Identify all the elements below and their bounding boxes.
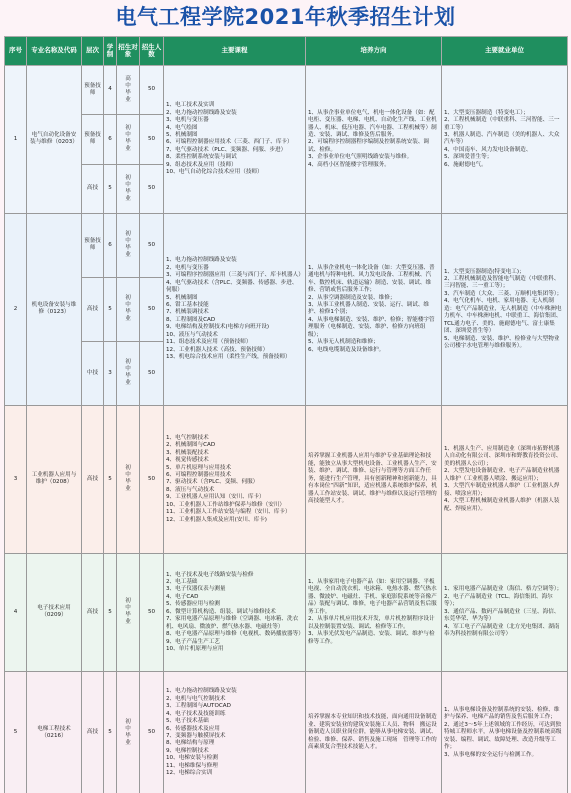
list-item: 2、工程机械制造（中联重科、三河智能、三一重工等） xyxy=(444,117,560,131)
level-cell: 预备技师 xyxy=(82,213,104,277)
list-item: 培养掌握本专业知识和技术技能，面向通用设备制造业、建筑安装业的建筑安装施工人员、物料 搬运设备制造人员职业岗位群，能够从事电梯安装、调试、检验、维修、保养、销售及施工现场 管理等工作的高素质复合型技术技能人才。 xyxy=(308,714,437,751)
directions-cell xyxy=(306,66,442,214)
courses-cell-list xyxy=(166,572,303,654)
target-cell xyxy=(117,277,140,341)
table-row xyxy=(5,405,568,553)
target-cell xyxy=(117,115,140,164)
major-name: 机电设备安装与维修（0123） xyxy=(27,213,82,405)
header-courses: 主要课程 xyxy=(164,37,306,66)
list-item: 1、从事企事业单位电气、机电一体化设备（如：配电柜、变压器、电梯、电机、自动化生产线、工业机器人、机床、低压电器、汽车电器、工程机械等）制造、安装、调试、维修及售后服务。 xyxy=(308,109,437,139)
courses-cell xyxy=(164,66,306,214)
list-item: 2、从事单片机应用技术开发，单片机控制程序设计以及控制装置安装、调试、检修等工作。 xyxy=(308,616,435,630)
employers-cell xyxy=(442,66,568,214)
list-item: 8、电子电器产品原理与维修（电视机、数码播放器等） xyxy=(166,631,304,638)
row-number: 3 xyxy=(5,405,27,553)
list-item: 4、电气化机车、电机、家用电器、无人机制造：电气产品制造业，无人机制造（中车株洲电力机车、中车株洲电机、中联重工、海信集团、TCL通力电子、美的、施耐德电气、富士康集团、深圳爱普生等） xyxy=(444,298,562,335)
list-item: 6、施耐德电气。 xyxy=(444,161,487,168)
list-item: 4、高档小区智能楼宇管理服务。 xyxy=(308,161,390,168)
list-item: 3、机器人制造、汽车制造（美的机器人、大众汽车等） xyxy=(444,132,560,146)
list-item: 7、电气驱动技术（PLC、变频器、伺服、步进） xyxy=(166,146,287,153)
years-cell: 5 xyxy=(104,671,117,793)
major-name: 电气自动化设备安装与维修（0203） xyxy=(27,66,82,214)
target-cell xyxy=(117,164,140,213)
list-item: 6、电线电缆制造及设备维护。 xyxy=(308,346,385,353)
list-item: 12、工业机器人集成及应用(安川、库卡) xyxy=(166,516,267,523)
years-cell: 5 xyxy=(104,164,117,213)
list-item: 8、柔性控制系统安装与调试 xyxy=(166,154,237,161)
list-item: 10、工业机器人工作站维护保养与维修（安川） xyxy=(166,501,285,508)
courses-cell xyxy=(164,213,306,405)
list-item: 1、电力拖动控制线路及安装 xyxy=(166,688,237,695)
list-item: 10、单片机原理与应用 xyxy=(166,645,224,652)
list-item: 3、可编程序控制器应用（三菱与西门子、库卡机器人） xyxy=(166,272,304,279)
employers-cell-list xyxy=(444,110,565,170)
courses-cell-list xyxy=(166,102,303,176)
target-cell-text: 初中毕业 xyxy=(125,125,131,153)
list-item: 2、可编程序控制器程序编制及控制系统安装、调试、检修。 xyxy=(308,139,430,153)
count-cell: 50 xyxy=(140,341,164,405)
list-item: 1、从事家用电子电器产品（如：家用空调器、平板电视、全自动洗衣机、电冰箱、电热水器、燃气热水器、微波炉、电磁灶、手机、家庭影院系统等音像产品）装配与调试、维修，电子电器产品营销及售后服务工作。 xyxy=(308,579,437,615)
list-item: 3、电机与变压器 xyxy=(166,117,209,124)
list-item: 1、家用电器产品制造业（海信、格力空调等）； xyxy=(444,586,563,593)
list-item: 2、电子产品制造业（TCL、海信集团、海尔等）； xyxy=(444,593,553,608)
employers-cell-list xyxy=(444,707,565,759)
list-item: 5、单片机原理与应用技术 xyxy=(166,464,232,471)
years-cell: 5 xyxy=(104,277,117,341)
list-item: 4、视觉传感技术 xyxy=(166,457,209,464)
list-item: 5、电梯制造、安装、维护、检修业与大型物业公司楼宇水电管理与维修服务）。 xyxy=(444,335,560,349)
list-item: 2、机械制图与CAD xyxy=(166,442,216,449)
list-item: 5、机械制图 xyxy=(166,132,198,139)
target-cell-text: 初中毕业 xyxy=(125,295,131,323)
list-item: 3、大型汽车制造业机器人维护（工业机器人焊接、喷涂应用）； xyxy=(444,483,560,497)
list-item: 1、从事电梯设备及控制系统的安装、检修、维护与保养、电梯产品的销售及售后服务工作； xyxy=(444,706,560,721)
list-item: 6、微型计算机构造、组装、调试与维修技术 xyxy=(166,608,276,615)
list-item: 4、大型工程机械制造业机器人维护（机器人装配、焊接应用）。 xyxy=(444,498,560,512)
employers-cell-list xyxy=(444,586,565,638)
list-item: 4、中国南车、风力发电设备制造、 xyxy=(444,146,532,153)
list-item: 8、电梯结构与原理 xyxy=(166,740,215,747)
header-target: 招生对象 xyxy=(117,37,140,66)
header-employers: 主要就业单位 xyxy=(442,37,568,66)
list-item: 2、从事空调器制造及安装、维修； xyxy=(308,294,396,301)
target-cell xyxy=(117,341,140,405)
list-item: 6、可编程控制器应用技术（三菱、西门子、库卡） xyxy=(166,139,293,146)
list-item: 13、机电综合技术应用（柔性生产线，预备技师） xyxy=(166,354,291,361)
list-item: 1、电子技术及电子线路安装与检修 xyxy=(166,571,254,578)
list-item: 3、从事工业机器人制造、安装、运行、调试、维护、检修1个别； xyxy=(308,302,430,316)
major-name: 电子技术应用（0209） xyxy=(27,553,82,671)
list-item: 10、液压与气动技术 xyxy=(166,331,218,338)
employers-cell xyxy=(442,671,568,793)
list-item: 5、电子技术基础 xyxy=(166,718,209,725)
count-cell: 50 xyxy=(140,277,164,341)
target-cell xyxy=(117,553,140,671)
header-directions: 培养方向 xyxy=(306,37,442,66)
target-cell xyxy=(117,213,140,277)
level-cell: 高技 xyxy=(82,277,104,341)
level-cell: 中技 xyxy=(82,341,104,405)
employers-cell-list xyxy=(444,269,565,351)
list-item: 1、电工技术及实训 xyxy=(166,102,215,109)
courses-cell xyxy=(164,553,306,671)
list-item: 2、通过3～5年上述领域的工作经历，可达到独特城工程师水平，从事电梯设备及控制系统高级安装、编程、调试、故障处理、改造升级等工作； xyxy=(444,721,562,751)
list-item: 7、家用电器产品原理与维修（空调器、电冰箱、洗衣机、电风扇、微波炉、燃气热水器、电磁灶等） xyxy=(166,616,299,630)
target-cell-text: 初中毕业 xyxy=(125,231,131,259)
level-cell: 预备技师 xyxy=(82,115,104,164)
list-item: 5、深圳爱普生等； xyxy=(444,154,493,161)
list-item: 6、传感器技术及应用 xyxy=(166,725,220,732)
list-item: 1、从事企业机电一体化设备（如：大型变压器、普通电机与特种电机、风力发电设备、工程机械、汽车、数控机床、轨道运输）制造、安装、调试、维修、营销或售后服务工作； xyxy=(308,264,435,294)
directions-cell-list xyxy=(308,579,439,646)
target-cell-text: 初中毕业 xyxy=(125,359,131,387)
list-item: 11、工业机器人工作站安装与编程（安川、库卡） xyxy=(166,509,291,516)
years-cell: 6 xyxy=(104,115,117,164)
list-item: 8、液压与气动技术 xyxy=(166,486,215,493)
count-cell: 50 xyxy=(140,164,164,213)
major-name: 工业机器人应用与维护（0208） xyxy=(27,405,82,553)
level-cell: 高技 xyxy=(82,553,104,671)
list-item: 3、从事电梯的安全运行与检测工作。 xyxy=(444,751,538,758)
header-no: 序号 xyxy=(5,37,27,66)
list-item: 3、工程制图与AUTOCAD xyxy=(166,703,231,710)
courses-cell xyxy=(164,671,306,793)
list-item: 6、可编程控制器应用技术 xyxy=(166,472,232,479)
enrollment-plan-table xyxy=(4,36,568,793)
courses-cell-list xyxy=(166,257,303,361)
courses-cell-list xyxy=(166,435,303,524)
years-cell: 5 xyxy=(104,405,117,553)
list-item: 2、电力拖动控制线路及安装 xyxy=(166,109,237,116)
major-name: 电梯工程技术（0216） xyxy=(27,671,82,793)
list-item: 11、电梯维保与修理 xyxy=(166,762,218,769)
list-item: 2、工程机械制造及智能电气制造（中联重科、三河智能、三一重工等）； xyxy=(444,276,560,290)
header-count: 招生人数 xyxy=(140,37,164,66)
level-cell: 高技 xyxy=(82,405,104,553)
list-item: 7、驱动技术（含PLC、变频、伺服） xyxy=(166,479,259,486)
list-item: 3、电子仪器仪表与测量 xyxy=(166,586,226,593)
list-item: 3、汽车制造（大众、三菱、万顺机电集团等）； xyxy=(444,290,563,297)
directions-cell xyxy=(306,213,442,405)
count-cell: 50 xyxy=(140,115,164,164)
list-item: 3、机械装配技术 xyxy=(166,449,209,456)
table-row xyxy=(5,553,568,671)
list-item: 7、机械装调技术 xyxy=(166,309,209,316)
count-cell: 50 xyxy=(140,213,164,277)
years-cell: 6 xyxy=(104,213,117,277)
directions-cell-list xyxy=(308,265,439,354)
target-cell-text: 高中毕业 xyxy=(125,75,131,103)
target-cell xyxy=(117,66,140,115)
list-item: 9、电梯控制技术 xyxy=(166,747,209,754)
table-row xyxy=(5,671,568,793)
list-item: 4、电气驱动技术（含PLC、变频器、传感器、步进、伺服） xyxy=(166,279,298,294)
list-item: 4、电子CAD xyxy=(166,593,199,600)
directions-cell xyxy=(306,553,442,671)
directions-cell xyxy=(306,405,442,553)
list-item: 7、变频器与触摸屏技术 xyxy=(166,732,226,739)
employers-cell xyxy=(442,405,568,553)
header-level: 层次 xyxy=(82,37,104,66)
list-item: 1、电气控制技术 xyxy=(166,434,209,441)
row-number: 4 xyxy=(5,553,27,671)
list-item: 3、从事光伏发电产品制造、安装、调试、维护与检修等工作。 xyxy=(308,631,435,645)
list-item: 1、电力拖动控制线路及安装 xyxy=(166,257,237,264)
list-item: 2、电工基础 xyxy=(166,579,198,586)
years-cell: 3 xyxy=(104,341,117,405)
target-cell-text: 初中毕业 xyxy=(125,465,131,493)
count-cell: 50 xyxy=(140,553,164,671)
row-number: 2 xyxy=(5,213,27,405)
count-cell: 50 xyxy=(140,671,164,793)
list-item: 4、电气绘图 xyxy=(166,124,198,131)
list-item: 9、电梯结构及控制技术(电梯方向班开设) xyxy=(166,324,270,331)
employers-cell xyxy=(442,553,568,671)
directions-cell-list xyxy=(308,714,439,751)
list-item: 4、从事电梯制造、安装、维护、检修；智能楼宇管理服务（电梯制造、安装、维护、检修方向班组级）； xyxy=(308,316,435,338)
level-cell: 预备技师 xyxy=(82,66,104,115)
target-cell-text: 初中毕业 xyxy=(125,718,131,746)
courses-cell-list xyxy=(166,688,303,777)
list-item: 11、组态技术及应用（预备技师） xyxy=(166,339,252,346)
target-cell-text: 初中毕业 xyxy=(125,174,131,202)
header-major: 专业名称及代码 xyxy=(27,37,82,66)
employers-cell-list xyxy=(444,446,565,513)
list-item: 5、机械制图 xyxy=(166,294,198,301)
count-cell: 50 xyxy=(140,405,164,553)
header-years: 学制 xyxy=(104,37,117,66)
list-item: 3、通信产品、数码产品制造业（三星、海信、东莞华荣、华为等） xyxy=(444,608,560,623)
count-cell: 50 xyxy=(140,66,164,115)
list-item: 5、传感器应用与检测 xyxy=(166,601,220,608)
courses-cell xyxy=(164,405,306,553)
list-item: 培养掌握工业机器人应用与维护专业基础理论和技能，能独立从事大型机电设备、工业机器人生产、安装、维护、调试、维修、运行与管理等方面工作任务，能进行生产管理，具有创新精神和创新能力，具有本岗位“四新”知识，适应机器人系统维护保养，机器人工作站安装、调试、维护与维修以及运行管理的高技能型人才。 xyxy=(308,453,437,505)
directions-cell-list xyxy=(308,453,439,505)
list-item: 5、从事无人机制造和维修； xyxy=(308,339,379,346)
list-item: 8、工程制图及CAD xyxy=(166,316,216,323)
years-cell: 5 xyxy=(104,553,117,671)
list-item: 6、钳工基本技能 xyxy=(166,302,209,309)
list-item: 1、大型变压器制造(特变电工)； xyxy=(444,268,525,275)
list-item: 9、组态技术及应用（技师） xyxy=(166,161,237,168)
list-item: 4、军工电子产品制造业（北方光电集团、湖南奉为科技控制有限公司等） xyxy=(444,623,560,638)
list-item: 9、电子产品生产工艺 xyxy=(166,638,220,645)
row-number: 5 xyxy=(5,671,27,793)
list-item: 1、机器人生产、应用制造业（深圳市拓野机器人自动化有限公司、深圳市和野教育投资公司、美的机器人公司）； xyxy=(444,446,562,467)
table-header-row xyxy=(5,37,568,66)
page-title: 电气工程学院2021年秋季招生计划 xyxy=(115,5,456,29)
level-cell: 高技 xyxy=(82,671,104,793)
directions-cell-list xyxy=(308,110,439,170)
list-item: 4、电子技术及技能训练 xyxy=(166,710,226,717)
list-item: 12、电梯综合实训 xyxy=(166,770,213,777)
list-item: 12、工业机器人技术（高技、预备技师） xyxy=(166,346,269,353)
list-item: 10、电气自动化综合技术应用（技师） xyxy=(166,169,263,176)
target-cell-text: 初中毕业 xyxy=(125,598,131,626)
directions-cell xyxy=(306,671,442,793)
employers-cell xyxy=(442,213,568,405)
list-item: 1、大型变压器制造（特变电工）； xyxy=(444,109,529,116)
table-row xyxy=(5,66,568,115)
list-item: 10、电梯安装与检测 xyxy=(166,755,218,762)
list-item: 3、企事业单位电气照明线路安装与维修。 xyxy=(308,154,413,161)
table-row xyxy=(5,213,568,277)
list-item: 2、电机与电气控制技术 xyxy=(166,695,226,702)
level-cell: 高技 xyxy=(82,164,104,213)
list-item: 9、工业机器人应用认知（安川、库卡） xyxy=(166,494,265,501)
list-item: 2、大型发电设备制造业、电子产品制造业机器人维护（工业机器人喷涂、搬运应用）； xyxy=(444,468,560,482)
target-cell xyxy=(117,405,140,553)
list-item: 2、电机与变压器 xyxy=(166,264,209,271)
row-number: 1 xyxy=(5,66,27,214)
target-cell xyxy=(117,671,140,793)
years-cell: 4 xyxy=(104,66,117,115)
